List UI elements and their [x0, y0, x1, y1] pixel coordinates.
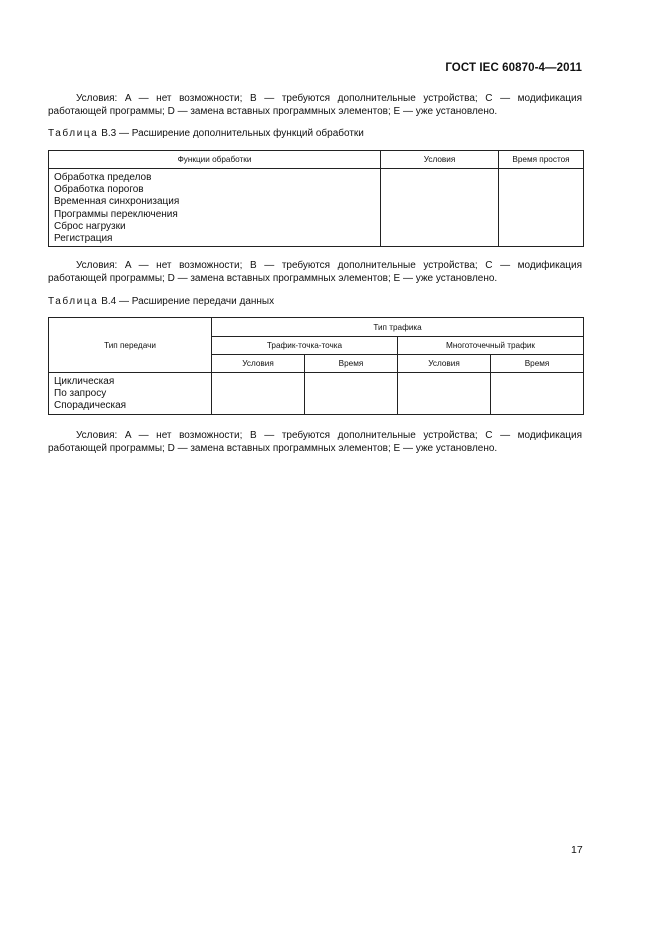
table-b3-header-conditions: Условия [381, 151, 499, 169]
conditions-note-2 [48, 259, 582, 285]
list-item: Временная синхронизация [54, 196, 180, 208]
table-caption-text: В.4 — Расширение передачи данных [101, 296, 275, 307]
table-b4-subheader-time: Время [305, 355, 398, 373]
table-b4-subheader-time: Время [491, 355, 584, 373]
table-b3-function-list [49, 169, 381, 247]
table-b4-header-point-to-point: Трафик-точка-точка [212, 337, 398, 355]
table-b3-downtime-cell [499, 169, 584, 247]
list-item: Обработка пределов [54, 172, 152, 183]
list-item: Регистрация [54, 233, 113, 245]
document-code-header: ГОСТ IEC 60870-4—2011 [445, 62, 582, 74]
list-item: Обработка порогов [54, 184, 144, 196]
table-b4 [48, 317, 584, 415]
conditions-note-1 [48, 92, 582, 118]
conditions-note-text: Условия: A — нет возможности; B — требуются дополнительные устройства; C — модификация работающей программы; D — замена вставных программных элементов; E — уже установлено. [48, 430, 582, 454]
conditions-note-text: Условия: A — нет возможности; B — требуются дополнительные устройства; C — модификация работающей программы; D — замена вставных программных элементов; E — уже установлено. [48, 93, 582, 117]
table-b4-subheader-conditions: Условия [398, 355, 491, 373]
table-caption-prefix: Таблица [48, 296, 99, 307]
table-b3-header-functions: Функции обработки [49, 151, 381, 169]
table-b4-cell [305, 373, 398, 415]
table-b4-transfer-list [49, 373, 212, 415]
list-item: Спорадическая [54, 400, 127, 412]
list-item: Циклическая [54, 376, 115, 387]
table-b4-cell [491, 373, 584, 415]
table-b4-header-multipoint: Многоточечный трафик [398, 337, 584, 355]
list-item: Сброс нагрузки [54, 220, 126, 232]
table-b3-conditions-cell [381, 169, 499, 247]
table-b3-caption [48, 128, 364, 140]
table-b4-cell [212, 373, 305, 415]
conditions-note-3 [48, 429, 582, 455]
page-number: 17 [571, 844, 583, 856]
table-b3-header-downtime: Время простоя [499, 151, 584, 169]
table-b4-subheader-conditions: Условия [212, 355, 305, 373]
list-item: По запросу [54, 388, 107, 400]
table-b4-caption [48, 296, 274, 308]
table-b3 [48, 150, 584, 247]
table-caption-prefix: Таблица [48, 128, 99, 139]
table-caption-text: В.3 — Расширение дополнительных функций обработки [101, 128, 364, 139]
conditions-note-text: Условия: A — нет возможности; B — требуются дополнительные устройства; C — модификация работающей программы; D — замена вставных программных элементов; E — уже установлено. [48, 260, 582, 284]
table-b4-header-transfer-type: Тип передачи [49, 318, 212, 373]
list-item: Программы переключения [54, 208, 178, 220]
table-b4-cell [398, 373, 491, 415]
table-b4-header-traffic-type: Тип трафика [212, 318, 584, 337]
